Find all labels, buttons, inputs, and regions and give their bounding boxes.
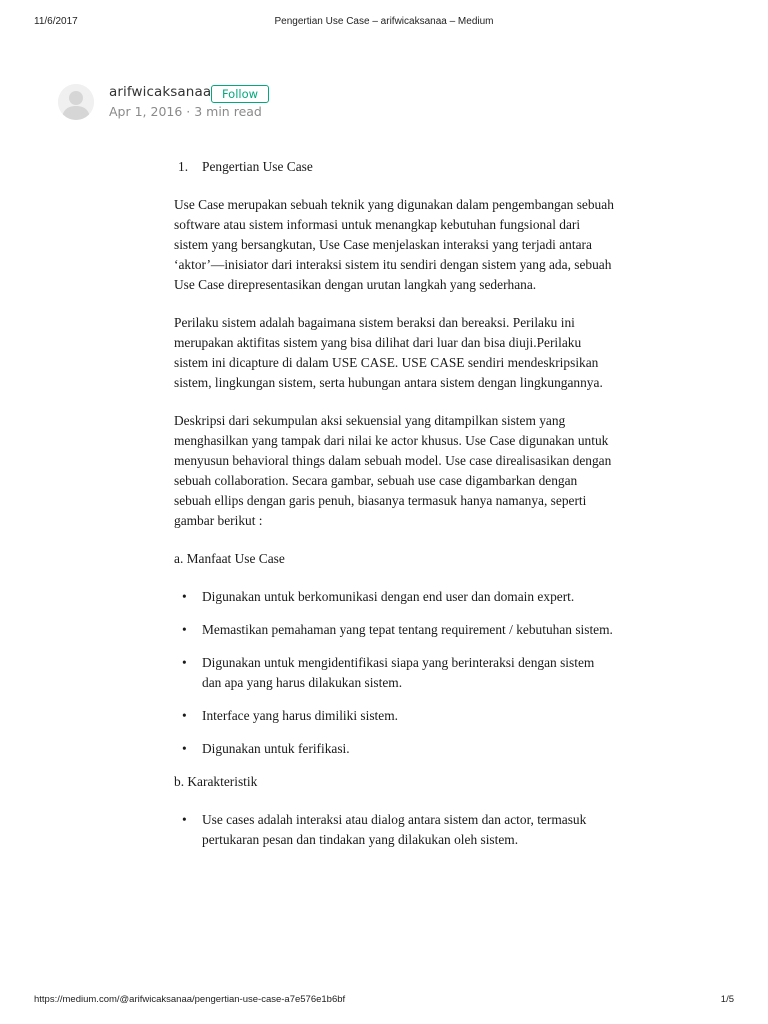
section-a-title: a. Manfaat Use Case <box>174 551 285 566</box>
author-name-link[interactable]: arifwicaksanaa <box>109 84 212 100</box>
avatar[interactable] <box>58 84 94 120</box>
list-item <box>174 587 614 607</box>
list-item-text: Digunakan untuk mengidentifikasi siapa yang berinteraksi dengan sistem dan apa yang harus dilakukan sistem. <box>202 655 595 690</box>
author-block <box>58 84 458 124</box>
user-silhouette-icon <box>58 84 94 120</box>
page-number: 1/5 <box>720 994 734 1005</box>
paragraph-2: Perilaku sistem adalah bagaimana sistem beraksi dan bereaksi. Perilaku ini merupakan aktifitas sistem yang bisa dilihat dari luar dan bisa diuji.Perilaku sistem ini dicapture di dalam USE CASE. USE CASE sendiri mendeskripsikan sistem, lingkungan sistem, serta hubungan antara sistem dengan lingkungannya. <box>174 315 603 390</box>
section-b-list <box>174 810 614 850</box>
bullet-icon: • <box>182 708 187 723</box>
section-a-list <box>174 587 614 759</box>
list-item <box>174 810 614 850</box>
bullet-icon: • <box>182 812 187 827</box>
bullet-icon: • <box>182 655 187 670</box>
print-url: https://medium.com/@arifwicaksanaa/pengertian-use-case-a7e576e1b6bf <box>34 994 346 1005</box>
list-item-text: Memastikan pemahaman yang tepat tentang requirement / kebutuhan sistem. <box>202 622 613 637</box>
heading-text: Pengertian Use Case <box>202 159 313 174</box>
article-body <box>174 157 614 863</box>
list-item <box>174 739 614 759</box>
paragraph-1: Use Case merupakan sebuah teknik yang digunakan dalam pengembangan sebuah software atau sistem informasi untuk menangkap kebutuhan fungsional dari sistem yang bersangkutan, Use Case menjelaskan interaksi yang terjadi antara ‘aktor’—inisiator dari interaksi sistem itu sendiri dengan sistem yang ada, sebuah Use Case direpresentasikan dengan urutan langkah yang sederhana. <box>174 197 614 292</box>
list-item-text: Interface yang harus dimiliki sistem. <box>202 708 398 723</box>
paragraph-3: Deskripsi dari sekumpulan aksi sekuensial yang ditampilkan sistem yang menghasilkan yang tampak dari nilai ke actor khusus. Use Case digunakan untuk menyusun behavioral things dalam sebuah model. Use case direalisasikan dengan sebuah collaboration. Secara gambar, sebuah use case digambarkan dengan sebuah ellips dengan garis penuh, biasanya termasuk hanya namanya, seperti gambar berikut : <box>174 413 612 528</box>
bullet-icon: • <box>182 741 187 756</box>
print-date: 11/6/2017 <box>34 16 78 27</box>
post-meta: Apr 1, 2016 · 3 min read <box>109 104 262 119</box>
bullet-icon: • <box>182 589 187 604</box>
numbered-heading <box>174 157 614 177</box>
print-header <box>0 16 768 32</box>
heading-number: 1. <box>178 159 189 174</box>
list-item-text: Digunakan untuk berkomunikasi dengan end user dan domain expert. <box>202 589 575 604</box>
list-item <box>174 706 614 726</box>
print-title: Pengertian Use Case – arifwicaksanaa – Medium <box>274 16 494 27</box>
section-b-title: b. Karakteristik <box>174 774 258 789</box>
list-item-text: Use cases adalah interaksi atau dialog antara sistem dan actor, termasuk pertukaran pesan dan tindakan yang dilakukan oleh sistem. <box>202 812 587 847</box>
bullet-icon: • <box>182 622 187 637</box>
list-item-text: Digunakan untuk ferifikasi. <box>202 741 350 756</box>
list-item <box>174 620 614 640</box>
follow-button[interactable]: Follow <box>211 85 269 103</box>
print-footer <box>0 994 768 1010</box>
list-item <box>174 653 614 693</box>
